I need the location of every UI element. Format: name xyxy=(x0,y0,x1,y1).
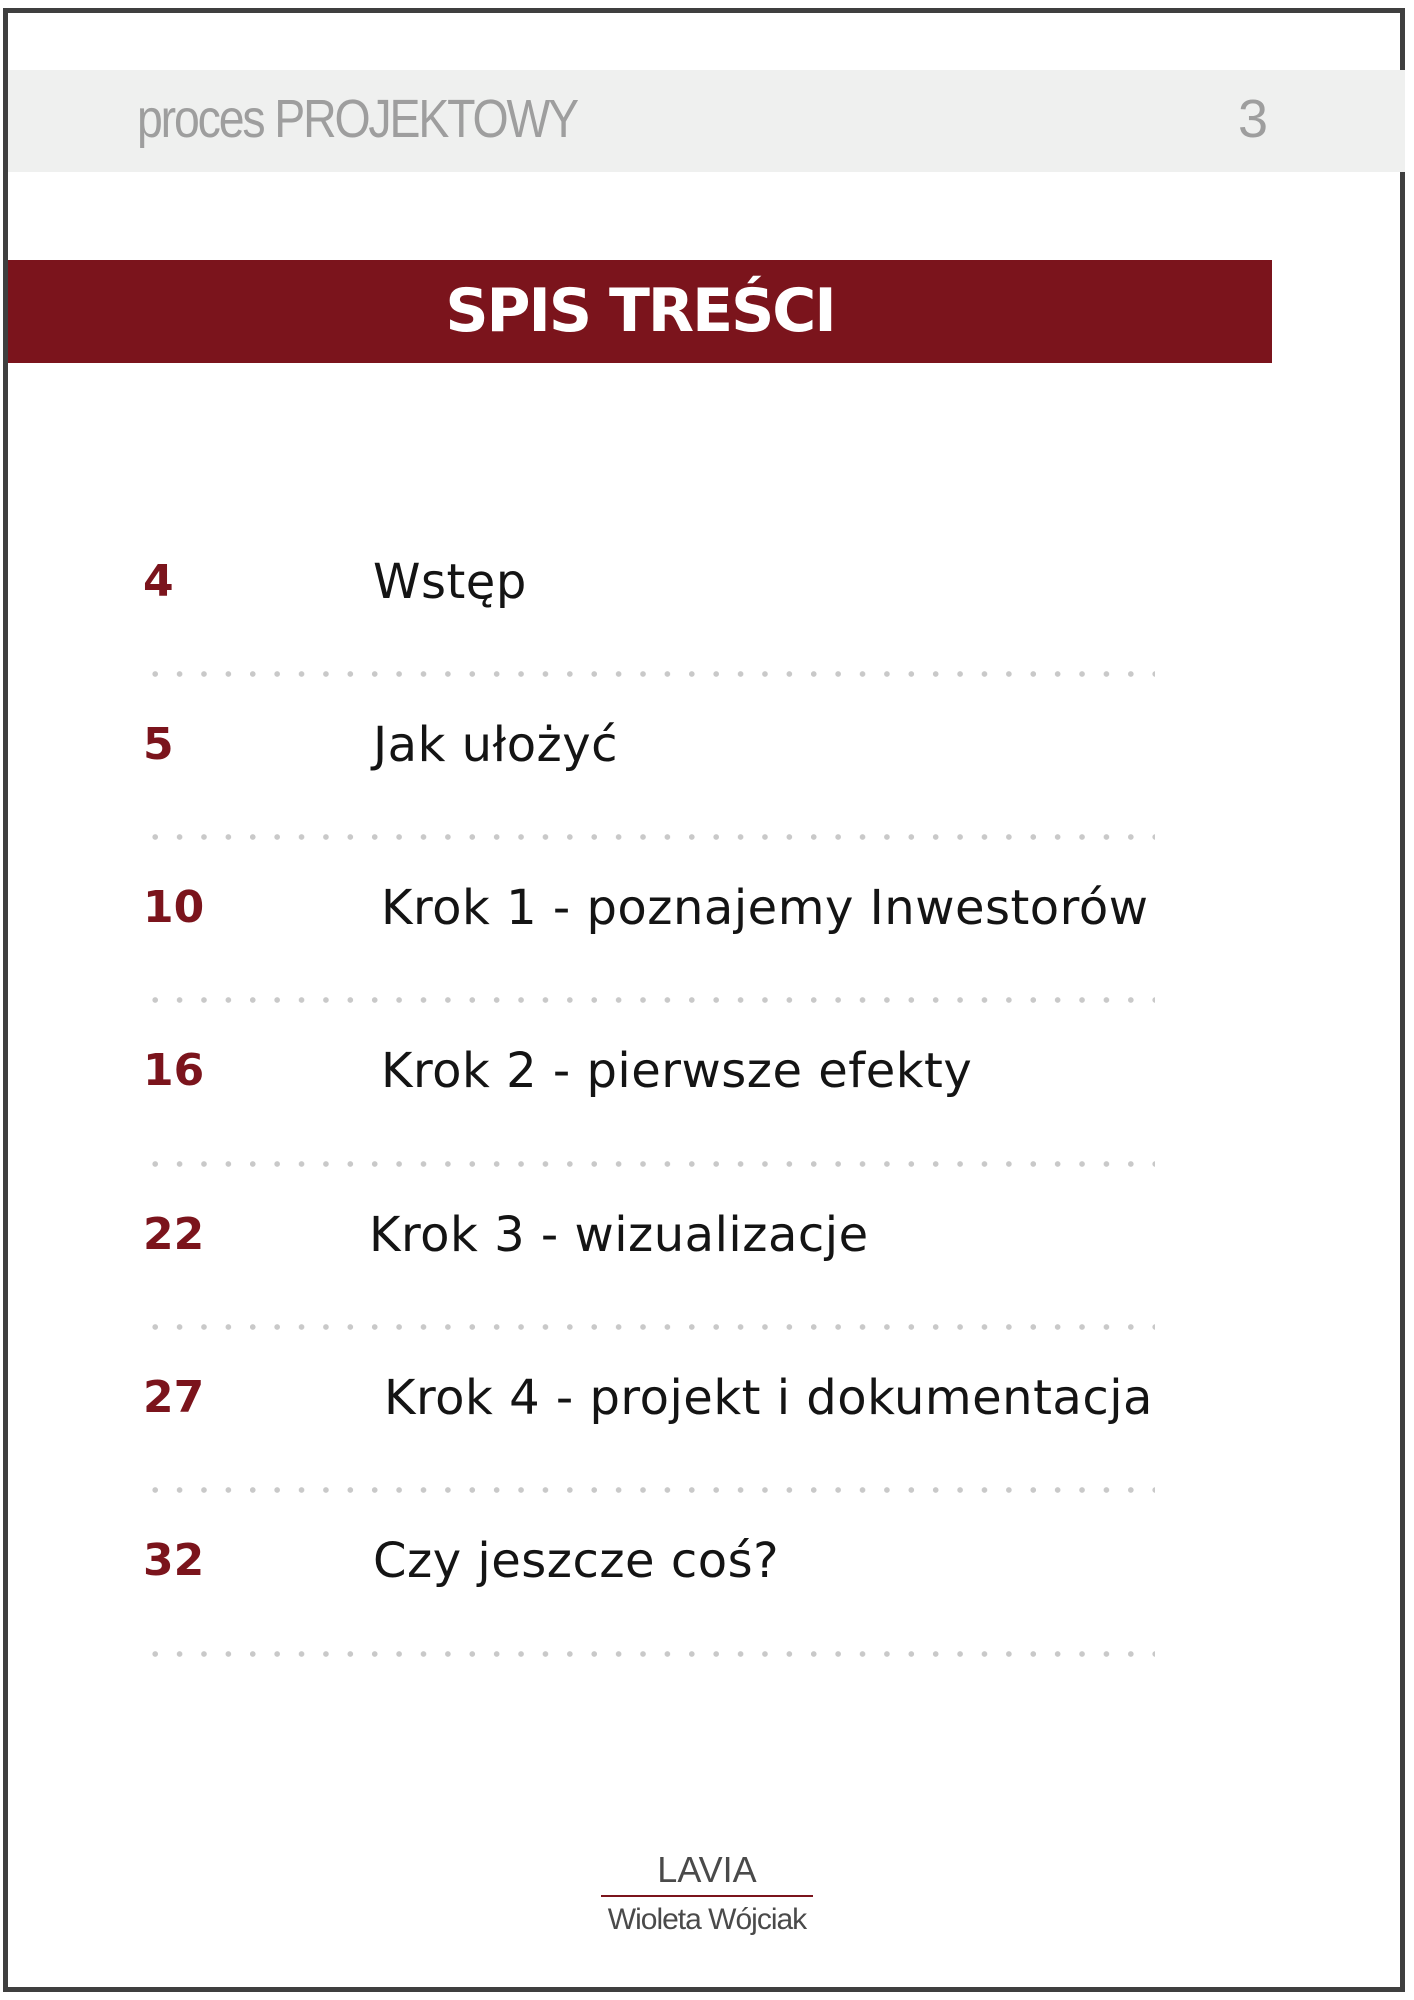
toc-entry-title: Jak ułożyć xyxy=(373,717,619,773)
toc-entry[interactable] xyxy=(0,1021,1414,1121)
toc-entry-page: 5 xyxy=(143,719,174,770)
dotted-divider xyxy=(143,1160,1155,1168)
dotted-divider xyxy=(143,833,1155,841)
toc-entry-title: Krok 1 - poznajemy Inwestorów xyxy=(381,880,1149,936)
toc-entry[interactable] xyxy=(0,1511,1414,1611)
toc-entry-page: 10 xyxy=(143,882,205,933)
toc-entry-page: 4 xyxy=(143,556,174,607)
footer-divider xyxy=(601,1895,813,1897)
toc-entry[interactable] xyxy=(0,1348,1414,1448)
toc-entry[interactable] xyxy=(0,858,1414,958)
toc-entry-title: Czy jeszcze coś? xyxy=(373,1533,780,1589)
footer-brand: LAVIA xyxy=(657,1849,757,1890)
toc-entry-title: Wstęp xyxy=(373,554,527,610)
toc-heading: SPIS TREŚCI xyxy=(445,276,835,346)
dotted-divider xyxy=(143,670,1155,678)
footer-author: Wioleta Wójciak xyxy=(607,1903,807,1936)
toc-entry-page: 22 xyxy=(143,1209,205,1260)
toc-entry-title: Krok 2 - pierwsze efekty xyxy=(381,1043,973,1099)
dotted-divider xyxy=(143,1486,1155,1494)
dotted-divider xyxy=(143,996,1155,1004)
running-header-title: proces PROJEKTOWY xyxy=(137,89,578,149)
toc-entry-page: 16 xyxy=(143,1045,205,1096)
toc-entry[interactable] xyxy=(0,1185,1414,1285)
page-number: 3 xyxy=(1237,89,1268,149)
toc-entry-title: Krok 4 - projekt i dokumentacja xyxy=(384,1370,1153,1426)
toc-entry[interactable] xyxy=(0,695,1414,795)
dotted-divider xyxy=(143,1650,1155,1658)
toc-entry[interactable] xyxy=(0,532,1414,632)
toc-entry-page: 27 xyxy=(143,1372,205,1423)
toc-entry-title: Krok 3 - wizualizacje xyxy=(369,1207,869,1263)
toc-entry-page: 32 xyxy=(143,1535,205,1586)
dotted-divider xyxy=(143,1323,1155,1331)
toc-heading-bar xyxy=(8,260,1272,363)
